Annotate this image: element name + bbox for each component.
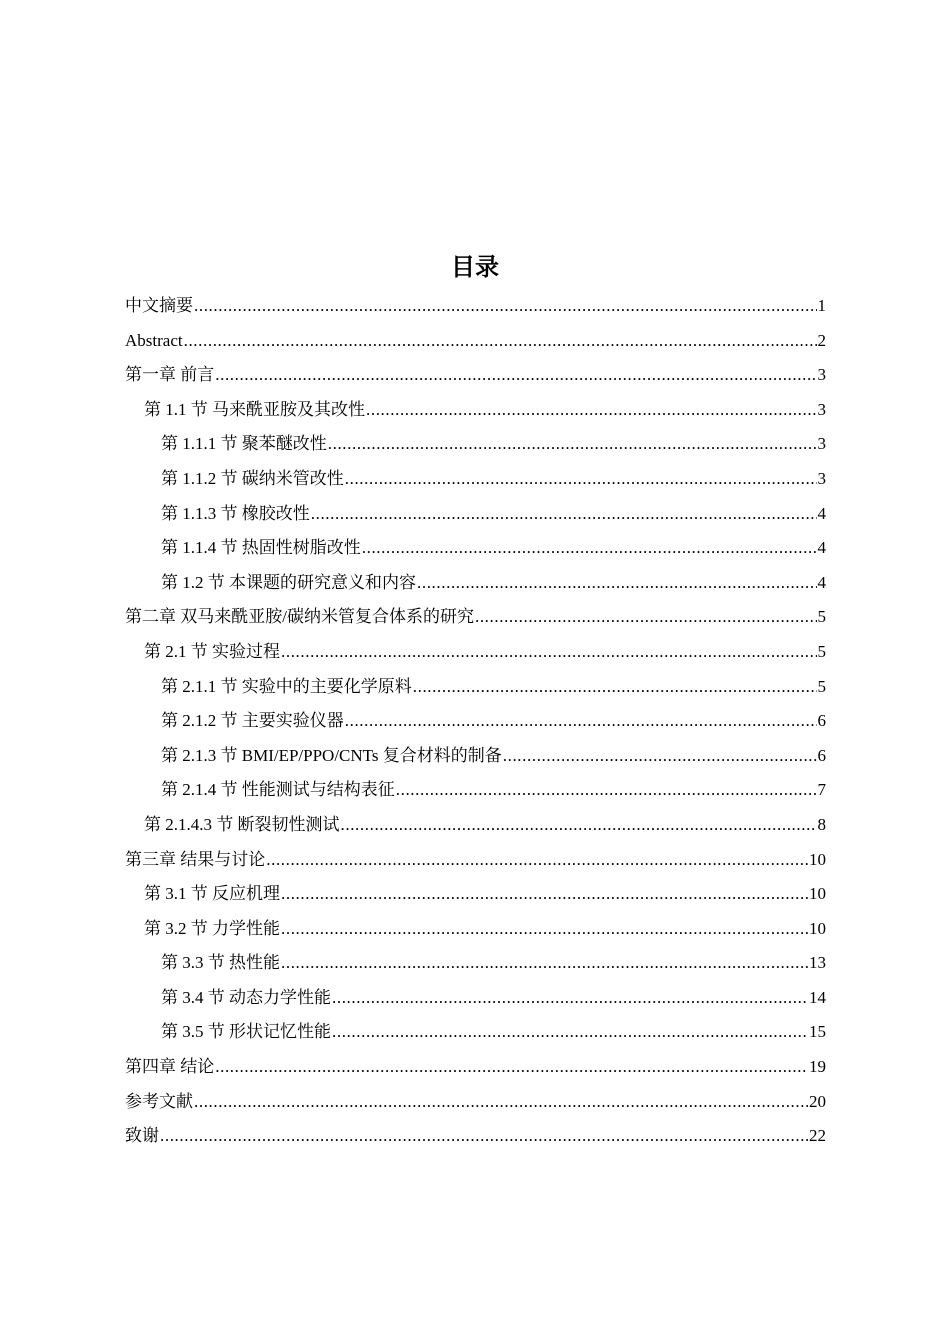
toc-entry[interactable] [125,880,826,915]
toc-entry-page-number: 4 [817,503,826,523]
toc-entry[interactable] [125,430,826,465]
toc-entry[interactable] [125,638,826,673]
toc-entry-label: 第 2.1.1 节 实验中的主要化学原料 [161,676,412,696]
toc-entry-page-number: 15 [809,1022,826,1042]
toc-entry-page-number: 3 [817,468,826,488]
toc-dot-leader [266,846,808,874]
toc-entry-page-number: 8 [817,814,826,834]
toc-dot-leader [503,742,817,770]
toc-entry[interactable] [125,1018,826,1053]
toc-entry-label: 第 2.1.3 节 BMI/EP/PPO/CNTs 复合材料的制备 [161,745,502,765]
toc-entry[interactable] [125,984,826,1019]
toc-entry-label: 参考文献 [125,1091,193,1111]
toc-entry-page-number: 5 [817,676,826,696]
toc-entry-page-number: 5 [817,607,826,627]
toc-entry[interactable] [125,569,826,604]
toc-dot-leader [345,465,817,493]
toc-entry-page-number: 1 [817,296,826,315]
toc-entry-page-number: 7 [817,780,826,800]
toc-entry[interactable] [125,500,826,535]
toc-dot-leader [341,811,817,839]
toc-entry[interactable] [125,603,826,638]
toc-entry-label: 第 1.1.3 节 橡胶改性 [161,503,310,523]
toc-entry-page-number: 3 [817,365,826,385]
toc-dot-leader [396,776,817,804]
toc-entry-label: 中文摘要 [125,296,193,315]
toc-dot-leader [281,949,808,977]
toc-entry-label: 第 3.2 节 力学性能 [144,918,280,938]
toc-entry[interactable] [125,396,826,431]
toc-entry[interactable] [125,707,826,742]
toc-entry-label: 第 3.5 节 形状记忆性能 [161,1022,331,1042]
toc-entry-page-number: 13 [809,953,826,973]
toc-entry-label: 第四章 结论 [125,1057,215,1077]
toc-dot-leader [281,638,817,666]
toc-entry-label: 第一章 前言 [125,365,215,385]
toc-entry-label: 第二章 双马来酰亚胺/碳纳米管复合体系的研究 [125,607,474,627]
toc-dot-leader [332,1018,808,1046]
toc-entry-label: Abstract [125,330,183,350]
toc-entry-label: 第 1.1.2 节 碳纳米管改性 [161,468,344,488]
toc-dot-leader [184,327,817,355]
toc-entry-page-number: 5 [817,641,826,661]
toc-entry-label: 第 2.1.4.3 节 断裂韧性测试 [144,814,340,834]
toc-entry-page-number: 4 [817,572,826,592]
toc-entry[interactable] [125,327,826,362]
toc-entry-page-number: 10 [809,849,826,869]
toc-dot-leader [366,396,817,424]
toc-entry-label: 第 2.1.4 节 性能测试与结构表征 [161,780,395,800]
toc-dot-leader [345,707,817,735]
toc-dot-leader [332,984,808,1012]
toc-entry[interactable] [125,811,826,846]
toc-entry[interactable] [125,534,826,569]
toc-entry-label: 第 2.1.2 节 主要实验仪器 [161,711,344,731]
toc-entry[interactable] [125,673,826,708]
toc-entry-page-number: 19 [809,1057,826,1077]
toc-entry-page-number: 10 [809,884,826,904]
toc-entry[interactable] [125,1088,826,1123]
table-of-contents [125,292,826,1157]
page-title: 目录 [451,253,499,281]
toc-dot-leader [194,292,817,320]
toc-dot-leader [194,1088,808,1116]
toc-entry-page-number: 22 [809,1126,826,1146]
toc-entry[interactable] [125,949,826,984]
toc-entry-label: 第 3.3 节 热性能 [161,953,280,973]
toc-dot-leader [475,603,817,631]
toc-entry-page-number: 14 [809,987,826,1007]
toc-entry-page-number: 10 [809,918,826,938]
toc-entry[interactable] [125,465,826,500]
toc-entry-page-number: 20 [809,1091,826,1111]
toc-dot-leader [311,500,817,528]
toc-entry-label: 第 3.4 节 动态力学性能 [161,987,331,1007]
toc-dot-leader [328,430,817,458]
toc-entry-page-number: 6 [817,711,826,731]
toc-dot-leader [362,534,817,562]
toc-entry[interactable] [125,292,826,327]
toc-entry-page-number: 3 [817,399,826,419]
toc-entry-label: 第 3.1 节 反应机理 [144,884,280,904]
toc-entry-label: 第 1.1.4 节 热固性树脂改性 [161,538,361,558]
toc-entry[interactable] [125,1122,826,1157]
toc-dot-leader [281,880,808,908]
toc-dot-leader [417,569,817,597]
toc-entry[interactable] [125,846,826,881]
toc-entry[interactable] [125,915,826,950]
toc-dot-leader [215,1053,808,1081]
toc-entry[interactable] [125,742,826,777]
toc-entry[interactable] [125,1053,826,1088]
toc-dot-leader [215,361,816,389]
toc-dot-leader [281,915,808,943]
toc-entry-label: 第 2.1 节 实验过程 [144,641,280,661]
toc-entry-label: 第 1.1.1 节 聚苯醚改性 [161,434,327,454]
toc-entry-label: 第三章 结果与讨论 [125,849,266,869]
toc-entry-page-number: 4 [817,538,826,558]
toc-entry-label: 第 1.2 节 本课题的研究意义和内容 [161,572,416,592]
toc-dot-leader [160,1122,808,1150]
toc-entry-page-number: 3 [817,434,826,454]
toc-entry-page-number: 6 [817,745,826,765]
toc-entry-page-number: 2 [817,330,826,350]
toc-entry[interactable] [125,361,826,396]
toc-entry-label: 致谢 [125,1126,159,1146]
toc-dot-leader [413,673,817,701]
toc-entry-label: 第 1.1 节 马来酰亚胺及其改性 [144,399,365,419]
toc-entry[interactable] [125,776,826,811]
